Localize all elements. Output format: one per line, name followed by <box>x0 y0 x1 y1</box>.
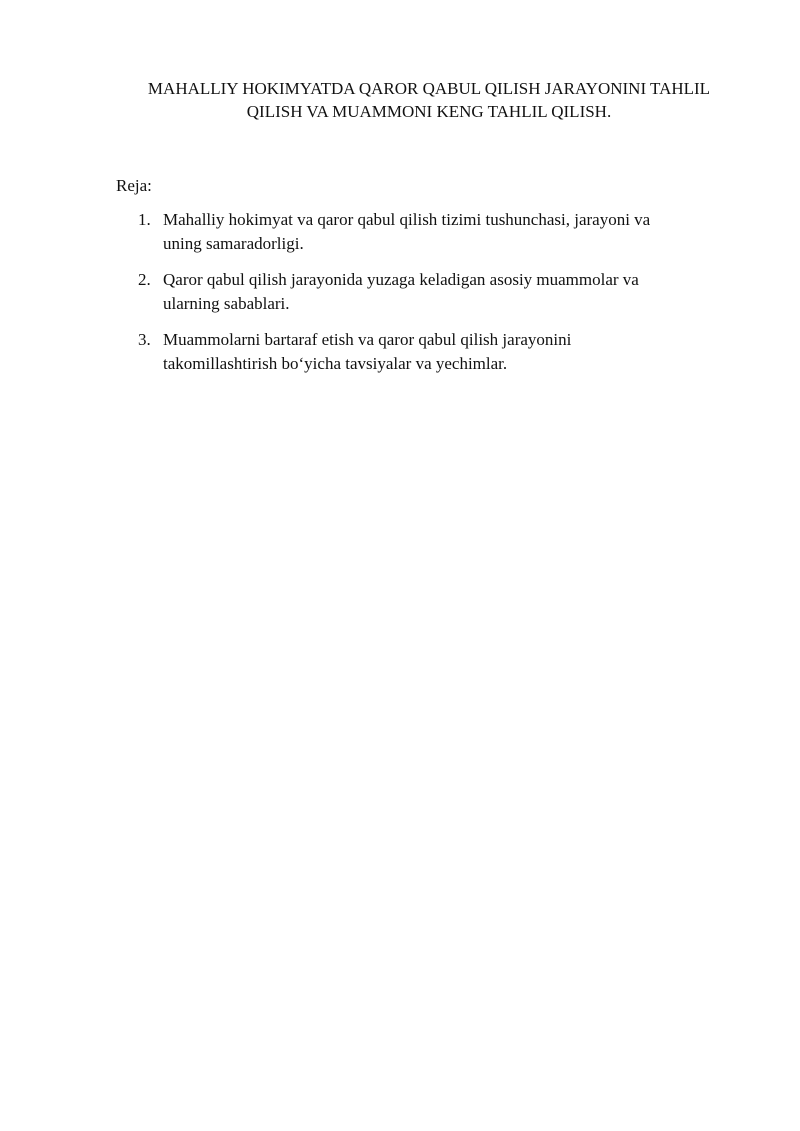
plan-item-line: takomillashtirish bo‘yicha tavsiyalar va yechimlar. <box>163 354 508 373</box>
plan-item-number: 2. <box>138 270 151 289</box>
plan-item <box>116 208 736 256</box>
plan-item-line: ularning sabablari. <box>163 294 290 313</box>
plan-item-text <box>163 208 736 256</box>
plan-item <box>116 328 736 376</box>
plan-item-text <box>163 268 736 316</box>
plan-item-number: 1. <box>138 210 151 229</box>
title-line: QILISH VA MUAMMONI KENG TAHLIL QILISH. <box>246 102 612 121</box>
plan-item-line: Qaror qabul qilish jarayonida yuzaga keladigan asosiy muammolar va <box>163 270 639 289</box>
plan-item-line: Muammolarni bartaraf etish va qaror qabul qilish jarayonini <box>163 330 572 349</box>
title-line: MAHALLIY HOKIMYATDA QAROR QABUL QILISH JARAYONINI TAHLIL <box>147 79 711 98</box>
plan-item-text <box>163 328 736 376</box>
plan-label: Reja: <box>116 176 152 195</box>
plan-item-line: uning samaradorligi. <box>163 234 304 253</box>
plan-item-line: Mahalliy hokimyat va qaror qabul qilish tizimi tushunchasi, jarayoni va <box>163 210 651 229</box>
document-title <box>96 77 762 123</box>
plan-item-number: 3. <box>138 330 151 349</box>
plan-list <box>116 208 736 388</box>
plan-item <box>116 268 736 316</box>
